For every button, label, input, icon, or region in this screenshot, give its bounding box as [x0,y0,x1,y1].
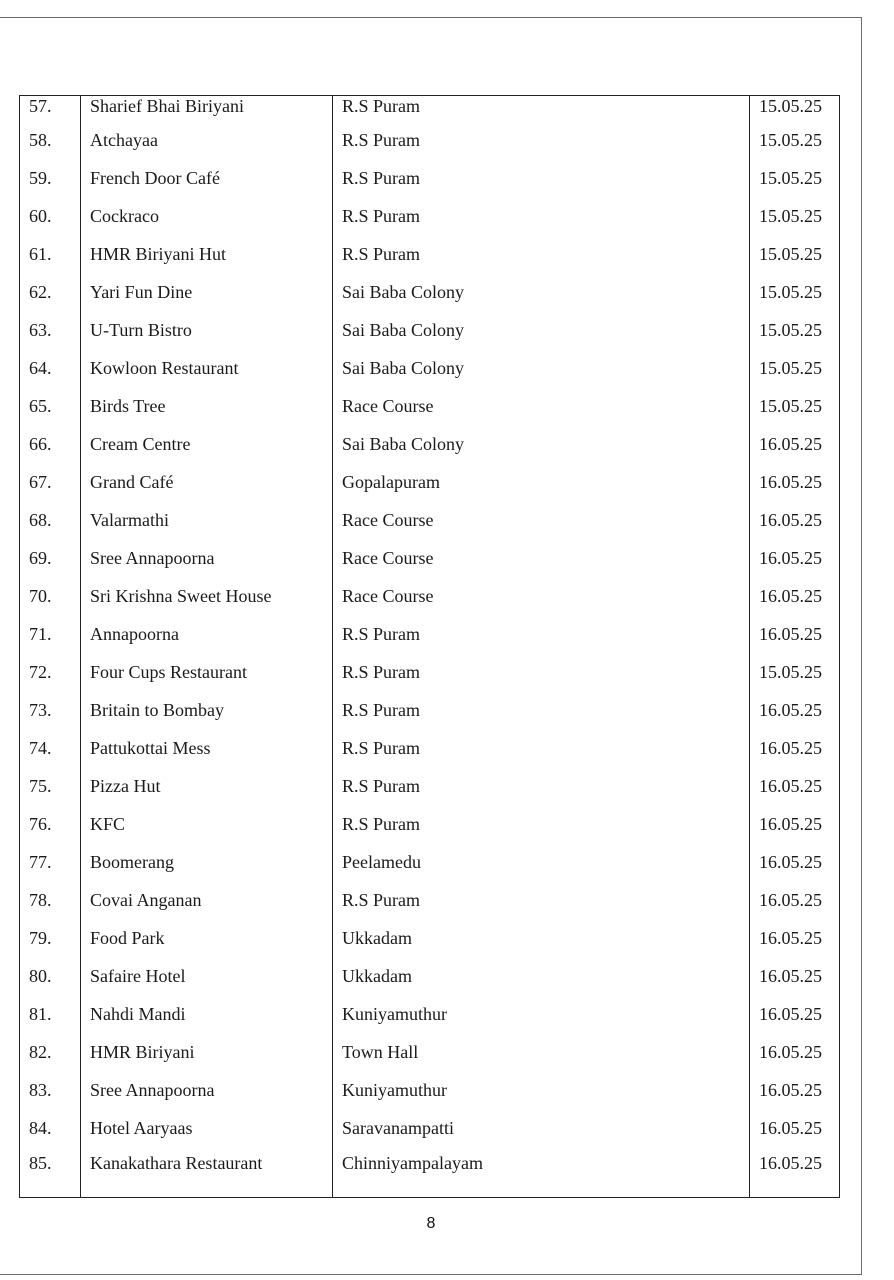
restaurant-name-cell: Grand Café [81,464,333,502]
date-cell: 15.05.25 [750,274,840,312]
row-number-cell: 76. [20,806,81,844]
area-cell: Ukkadam [333,958,750,996]
restaurant-name-cell: Pattukottai Mess [81,730,333,768]
row-number-cell: 62. [20,274,81,312]
row-number-cell: 80. [20,958,81,996]
restaurant-name-cell: Four Cups Restaurant [81,654,333,692]
date-cell: 16.05.25 [750,1110,840,1148]
table-row [20,274,840,312]
date-cell: 16.05.25 [750,1072,840,1110]
restaurant-name-cell: Boomerang [81,844,333,882]
date-cell: 15.05.25 [750,160,840,198]
area-cell: Kuniyamuthur [333,1072,750,1110]
table-row [20,844,840,882]
table-row [20,578,840,616]
table-row [20,540,840,578]
area-cell: R.S Puram [333,122,750,160]
restaurant-name-cell: Sri Krishna Sweet House [81,578,333,616]
date-cell: 15.05.25 [750,236,840,274]
date-cell: 15.05.25 [750,96,840,122]
area-cell: Peelamedu [333,844,750,882]
date-cell: 16.05.25 [750,502,840,540]
row-number-cell: 67. [20,464,81,502]
restaurant-name-cell: Valarmathi [81,502,333,540]
restaurant-name-cell: Covai Anganan [81,882,333,920]
date-cell: 16.05.25 [750,464,840,502]
row-number-cell: 84. [20,1110,81,1148]
table-row [20,730,840,768]
row-number-cell: 79. [20,920,81,958]
date-cell: 16.05.25 [750,578,840,616]
row-number-cell: 72. [20,654,81,692]
restaurant-table [19,95,840,1198]
table-row [20,806,840,844]
row-number-cell: 78. [20,882,81,920]
area-cell: Gopalapuram [333,464,750,502]
row-number-cell: 58. [20,122,81,160]
table-row [20,312,840,350]
area-cell: R.S Puram [333,806,750,844]
date-cell: 16.05.25 [750,844,840,882]
table-row [20,1148,840,1198]
row-number-cell: 70. [20,578,81,616]
area-cell: Sai Baba Colony [333,312,750,350]
table-row [20,160,840,198]
restaurant-name-cell: Cream Centre [81,426,333,464]
date-cell: 16.05.25 [750,616,840,654]
restaurant-name-cell: U-Turn Bistro [81,312,333,350]
date-cell: 16.05.25 [750,768,840,806]
restaurant-name-cell: Atchayaa [81,122,333,160]
table-row [20,236,840,274]
table-body [20,96,840,1198]
table-row [20,920,840,958]
area-cell: Race Course [333,578,750,616]
table-row [20,616,840,654]
area-cell: R.S Puram [333,654,750,692]
date-cell: 15.05.25 [750,388,840,426]
area-cell: R.S Puram [333,160,750,198]
area-cell: Town Hall [333,1034,750,1072]
restaurant-name-cell: Pizza Hut [81,768,333,806]
restaurant-name-cell: Sree Annapoorna [81,1072,333,1110]
row-number-cell: 57. [20,96,81,122]
restaurant-name-cell: Sree Annapoorna [81,540,333,578]
area-cell: Saravanampatti [333,1110,750,1148]
row-number-cell: 75. [20,768,81,806]
table-row [20,198,840,236]
area-cell: R.S Puram [333,236,750,274]
row-number-cell: 66. [20,426,81,464]
date-cell: 15.05.25 [750,350,840,388]
restaurant-name-cell: French Door Café [81,160,333,198]
row-number-cell: 81. [20,996,81,1034]
row-number-cell: 60. [20,198,81,236]
area-cell: Chinniyampalayam [333,1148,750,1198]
area-cell: R.S Puram [333,882,750,920]
restaurant-name-cell: Britain to Bombay [81,692,333,730]
restaurant-name-cell: Food Park [81,920,333,958]
restaurant-name-cell: Kowloon Restaurant [81,350,333,388]
row-number-cell: 82. [20,1034,81,1072]
restaurant-name-cell: Annapoorna [81,616,333,654]
date-cell: 16.05.25 [750,1034,840,1072]
area-cell: Race Course [333,502,750,540]
table-row [20,768,840,806]
area-cell: R.S Puram [333,768,750,806]
row-number-cell: 74. [20,730,81,768]
restaurant-name-cell: HMR Biriyani [81,1034,333,1072]
restaurant-name-cell: Birds Tree [81,388,333,426]
date-cell: 16.05.25 [750,958,840,996]
table-row [20,1034,840,1072]
date-cell: 16.05.25 [750,540,840,578]
table-row [20,958,840,996]
table-row [20,350,840,388]
restaurant-name-cell: KFC [81,806,333,844]
date-cell: 15.05.25 [750,198,840,236]
row-number-cell: 83. [20,1072,81,1110]
date-cell: 16.05.25 [750,806,840,844]
row-number-cell: 64. [20,350,81,388]
date-cell: 16.05.25 [750,730,840,768]
table-row [20,122,840,160]
area-cell: R.S Puram [333,692,750,730]
area-cell: R.S Puram [333,198,750,236]
table-row [20,654,840,692]
restaurant-name-cell: Cockraco [81,198,333,236]
restaurant-name-cell: Sharief Bhai Biriyani [81,96,333,122]
restaurant-name-cell: Hotel Aaryaas [81,1110,333,1148]
table-row [20,692,840,730]
table-row [20,996,840,1034]
area-cell: Race Course [333,388,750,426]
date-cell: 16.05.25 [750,996,840,1034]
date-cell: 16.05.25 [750,882,840,920]
area-cell: Ukkadam [333,920,750,958]
row-number-cell: 85. [20,1148,81,1198]
area-cell: Sai Baba Colony [333,350,750,388]
restaurant-name-cell: Safaire Hotel [81,958,333,996]
date-cell: 15.05.25 [750,654,840,692]
restaurant-name-cell: Nahdi Mandi [81,996,333,1034]
restaurant-name-cell: HMR Biriyani Hut [81,236,333,274]
table-row [20,96,840,122]
row-number-cell: 68. [20,502,81,540]
area-cell: Sai Baba Colony [333,274,750,312]
restaurant-name-cell: Yari Fun Dine [81,274,333,312]
area-cell: Sai Baba Colony [333,426,750,464]
area-cell: R.S Puram [333,616,750,654]
row-number-cell: 69. [20,540,81,578]
row-number-cell: 59. [20,160,81,198]
table-row [20,464,840,502]
restaurant-name-cell: Kanakathara Restaurant [81,1148,333,1198]
area-cell: Kuniyamuthur [333,996,750,1034]
table-row [20,1072,840,1110]
table-row [20,426,840,464]
row-number-cell: 73. [20,692,81,730]
area-cell: R.S Puram [333,730,750,768]
row-number-cell: 61. [20,236,81,274]
table-row [20,502,840,540]
date-cell: 15.05.25 [750,312,840,350]
row-number-cell: 63. [20,312,81,350]
table-row [20,882,840,920]
date-cell: 16.05.25 [750,920,840,958]
date-cell: 15.05.25 [750,122,840,160]
area-cell: R.S Puram [333,96,750,122]
date-cell: 16.05.25 [750,1148,840,1198]
row-number-cell: 65. [20,388,81,426]
date-cell: 16.05.25 [750,426,840,464]
date-cell: 16.05.25 [750,692,840,730]
area-cell: Race Course [333,540,750,578]
row-number-cell: 77. [20,844,81,882]
table-row [20,1110,840,1148]
document-page [0,17,862,1275]
row-number-cell: 71. [20,616,81,654]
page-number: 8 [426,1215,436,1232]
table-row [20,388,840,426]
